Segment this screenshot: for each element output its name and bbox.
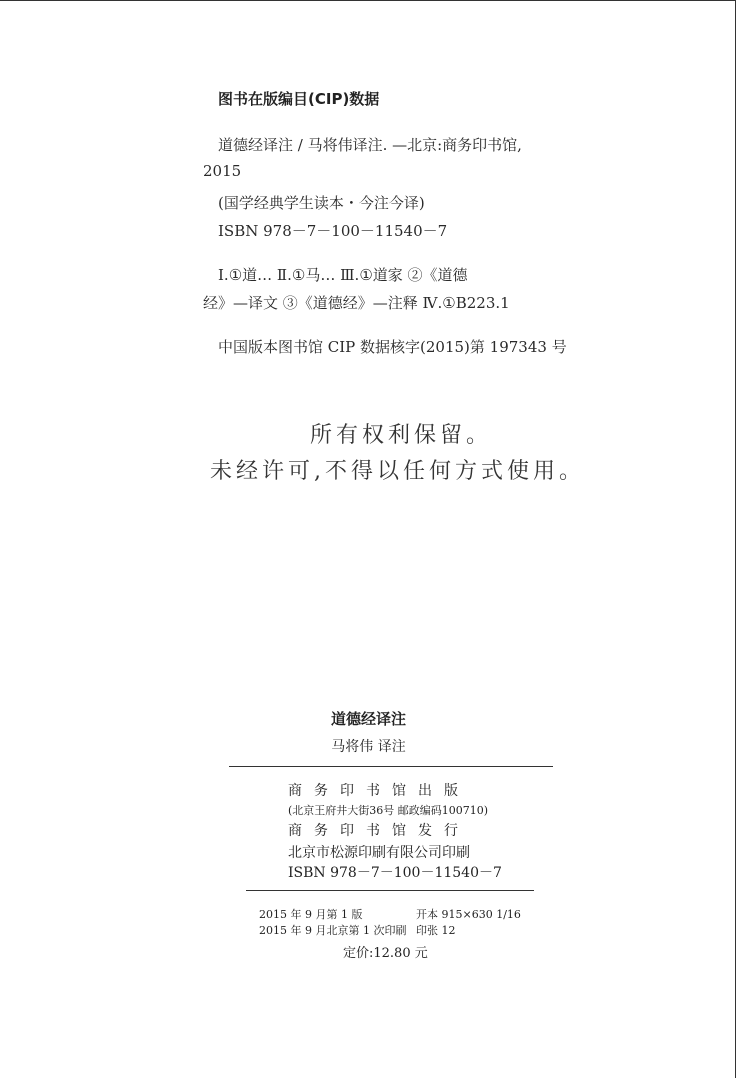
first-edition: 2015 年 9 月第 1 版 (259, 908, 363, 921)
distributor-line: 商务印书馆发行 (288, 823, 470, 839)
book-title: 道德经译注 (330, 710, 406, 728)
first-printing: 2015 年 9 月北京第 1 次印刷 (259, 924, 407, 937)
cip-heading: 图书在版编目(CIP)数据 (218, 90, 380, 108)
printer-line: 北京市松源印刷有限公司印刷 (288, 845, 470, 861)
bottom-rule (246, 890, 534, 891)
top-rule (229, 766, 553, 767)
cip-year-line: 2015 (203, 162, 242, 180)
rights-no-use-line: 未经许可,不得以任何方式使用。 (210, 459, 585, 484)
book-author: 马将伟 译注 (331, 739, 406, 755)
price: 定价:12.80 元 (343, 946, 428, 961)
publisher-line: 商务印书馆出版 (288, 783, 470, 799)
publisher-address: (北京王府井大街36号 邮政编码100710) (288, 804, 489, 817)
rights-reserved-line: 所有权利保留。 (310, 423, 493, 448)
cip-series-line: (国学经典学生读本・今注今译) (218, 194, 425, 212)
cip-verification-line: 中国版本图书馆 CIP 数据核字(2015)第 197343 号 (218, 338, 567, 356)
cip-title-line: 道德经译注 / 马将伟译注. —北京:商务印书馆, (218, 136, 522, 154)
cip-classification-line-1: Ⅰ.①道… Ⅱ.①马… Ⅲ.①道家 ②《道德 (218, 266, 468, 284)
imprint-isbn: ISBN 978－7－100－11540－7 (288, 865, 502, 881)
format-size: 开本 915×630 1/16 (416, 908, 521, 921)
cip-isbn-line: ISBN 978－7－100－11540－7 (218, 222, 448, 240)
cip-classification-line-2: 经》—译文 ③《道德经》—注释 Ⅳ.①B223.1 (203, 294, 510, 312)
print-sheets: 印张 12 (416, 924, 456, 937)
